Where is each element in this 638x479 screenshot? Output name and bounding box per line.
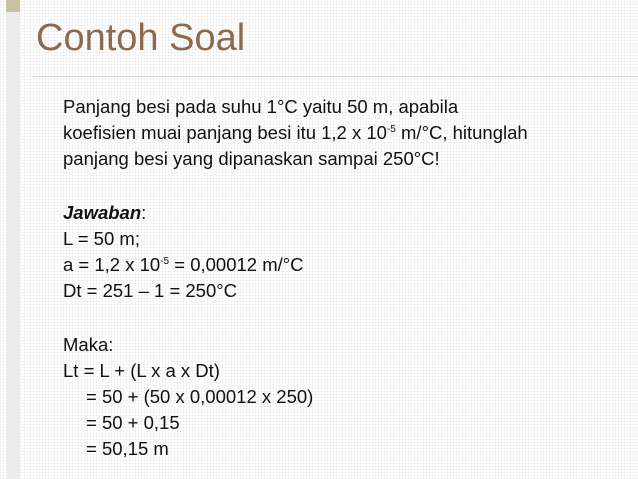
slide-title: Contoh Soal [36,17,246,59]
given-temperature-change: Dt = 251 – 1 = 250°C [63,280,238,301]
slide-body [63,94,623,462]
spacer [63,172,623,200]
problem-line-2-tail: m/°C, hitunglah [395,122,528,143]
exponent: -5 [160,256,170,267]
solution-label: Maka: [63,334,114,355]
given-coefficient-text: a = 1,2 x 10 [63,254,161,275]
left-bar-accent [6,0,20,12]
solution-result: = 50,15 m [86,438,169,459]
solution-step: = 50 + (50 x 0,00012 x 250) [86,386,314,407]
left-decorative-bar [6,0,20,479]
answer-colon: : [141,202,147,223]
spacer [63,304,623,332]
problem-line-2-text: koefisien muai panjang besi itu 1,2 x 10 [63,122,387,143]
title-divider [34,76,638,77]
problem-line-1: Panjang besi pada suhu 1°C yaitu 50 m, apabila [63,96,459,117]
given-coefficient-tail: = 0,00012 m/°C [169,254,304,275]
solution-formula: Lt = L + (L x a x Dt) [63,360,220,381]
given-length: L = 50 m; [63,228,140,249]
answer-label: Jawaban [63,202,142,223]
given-coefficient [63,252,623,278]
exponent: -5 [386,124,396,135]
problem-line-3: panjang besi yang dipanaskan sampai 250°C! [63,148,440,169]
solution-step: = 50 + 0,15 [86,412,180,433]
problem-line-2 [63,120,623,146]
answer-heading [63,200,623,226]
